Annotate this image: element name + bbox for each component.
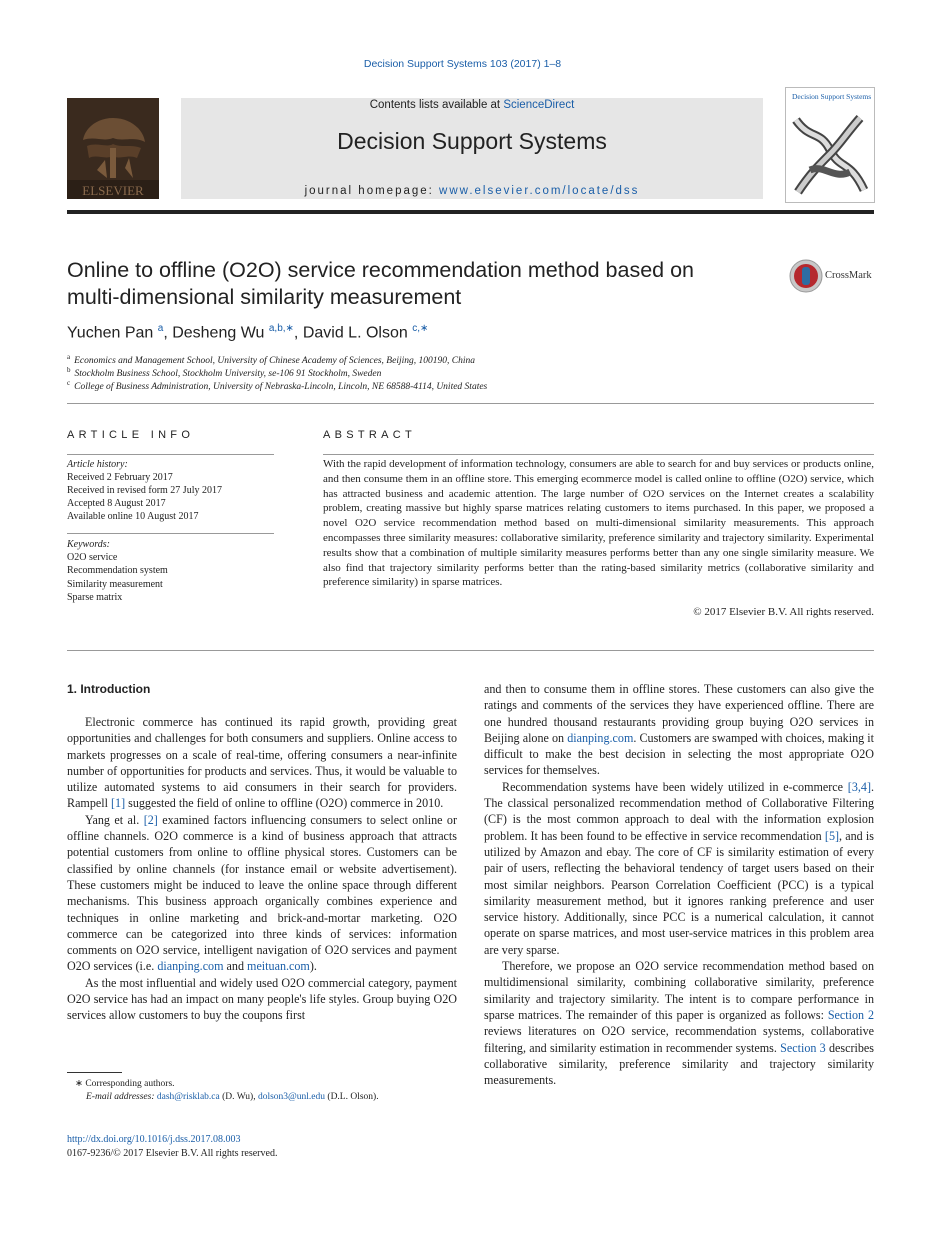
reference-link[interactable]: [2] (143, 812, 158, 827)
homepage-link[interactable]: www.elsevier.com/locate/dss (439, 185, 640, 197)
email-label: E-mail addresses: (86, 1092, 157, 1102)
author-affil-mark[interactable]: c,∗ (412, 323, 429, 334)
reference-link[interactable]: [1] (111, 796, 126, 811)
header-rule (67, 210, 874, 214)
reference-link[interactable]: [3,4] (847, 779, 871, 794)
homepage-prefix: journal homepage: (304, 185, 440, 197)
divider (67, 403, 874, 404)
body-paragraph: and then to consume them in offline stores. These customers can also give the ratings and comments of the services they have experienced offline. There are one hundred thousand restaurants providing group buying O2O services in Beijing alone on dianping.com. Customers are swamped with choices, making it difficult to make the best decision in selecting the most appropriate O2O services for themselves. (484, 682, 874, 778)
history-item: Received in revised form 27 July 2017 (67, 485, 222, 496)
affil-mark: c (67, 379, 71, 387)
section-link[interactable]: Section 3 (780, 1040, 826, 1055)
crossmark-icon (789, 259, 823, 293)
section-link[interactable]: Section 2 (827, 1007, 874, 1022)
reference-link[interactable]: [5] (824, 828, 840, 843)
cover-art-icon (790, 110, 870, 198)
paper-title (67, 257, 767, 311)
paper-title-line2: multi-dimensional similarity measurement (67, 285, 462, 309)
journal-citation[interactable]: Decision Support Systems 103 (2017) 1–8 (363, 58, 562, 70)
keyword: O2O service (67, 552, 118, 563)
affiliation (67, 366, 381, 379)
affil-mark: b (67, 366, 71, 374)
elsevier-logo (67, 98, 159, 199)
footnote-rule (67, 1072, 122, 1073)
corresponding-note: ∗ Corresponding authors. (75, 1079, 175, 1089)
email-line: E-mail addresses: dash@risklab.ca (D. Wu), dolson3@unl.edu (D.L. Olson). (86, 1092, 379, 1102)
author-name[interactable]: Desheng Wu (172, 324, 265, 342)
history-item: Received 2 February 2017 (67, 472, 173, 483)
body-paragraph: Yang et al. [2] examined factors influencing consumers to select online or offline channels. O2O commerce is a kind of business approach that attracts potential customers from online to offline physical stores. Customers can be classified by online channels (for instance email or website advertisement). These customers might be induced to leave the online space through different mechanisms. This business approach organically combines experience and techniques in online marketing and brick-and-mortar marketing. O2O commerce can be categorized into three kinds of services: information comments on O2O service, intelligent navigation of O2O services and payment O2O services (i.e. dianping.com and meituan.com). (67, 812, 457, 974)
history-label: Article history: (67, 459, 128, 470)
author-name[interactable]: David L. Olson (302, 324, 408, 342)
divider (67, 650, 874, 651)
journal-cover-thumbnail[interactable] (785, 87, 875, 203)
affil-mark: a (67, 353, 71, 361)
body-column-left (67, 714, 457, 1024)
elsevier-wordmark: ELSEVIER (82, 183, 144, 198)
section-heading: 1. Introduction (67, 682, 151, 696)
author-affil-mark[interactable]: a,b,∗ (268, 323, 294, 334)
affiliation (67, 353, 475, 366)
journal-homepage-line (181, 185, 763, 197)
article-info-heading: ARTICLE INFO (67, 429, 195, 441)
keyword: Recommendation system (67, 565, 168, 576)
sciencedirect-link[interactable]: ScienceDirect (503, 99, 575, 111)
divider (323, 454, 874, 455)
history-item: Available online 10 August 2017 (67, 511, 199, 522)
issn-line: 0167-9236/© 2017 Elsevier B.V. All rights reserved. (67, 1148, 278, 1159)
crossmark-label: CrossMark (825, 270, 872, 281)
web-link[interactable]: dianping.com (567, 730, 634, 745)
contents-line (181, 99, 763, 111)
affil-text: College of Business Administration, University of Nebraska-Lincoln, Lincoln, NE 68588-4114, United States (74, 382, 488, 393)
web-link[interactable]: dianping.com (157, 959, 224, 974)
body-paragraph: Therefore, we propose an O2O service recommendation method based on multidimensional similarity, combining collaborative similarity, preference similarity and trajectory similarity. The intent is to compare performance in sparse matrices. The remainder of this paper is organized as follows: Section 2 reviews literatures on O2O service, recommendation systems, collaborative filtering, and similarity estimation in recommender systems. Section 3 describes collaborative similarity, preference similarity and trajectory similarity measurements. (484, 959, 874, 1088)
abstract-heading: ABSTRACT (323, 429, 417, 441)
author-name[interactable]: Yuchen Pan (67, 324, 154, 342)
keyword: Similarity measurement (67, 579, 163, 590)
divider (67, 454, 274, 455)
cover-title: Decision Support Systems (792, 92, 872, 101)
paper-title-line1: Online to offline (O2O) service recommendation method based on (67, 258, 695, 282)
author-list: Yuchen Pan $^a$, Desheng Wu $^{a,b,∗}$, David L. Olson $^{c,∗}$ (67, 323, 429, 342)
journal-title: Decision Support Systems (337, 128, 607, 154)
body-paragraph: As the most influential and widely used O2O commercial category, payment O2O service has had an impact on many people's life styles. Group buying O2O services allow customers to buy the coupons first (67, 975, 457, 1023)
keywords-label: Keywords: (67, 539, 110, 550)
crossmark-badge[interactable] (789, 259, 879, 293)
body-paragraph: Electronic commerce has continued its rapid growth, providing great opportunities and challenges for both consumers and suppliers. Online access to markets progresses on a scale of real-time, offering consumers a near-infinite number of opportunities for products and services. Thus, it would be valuable to utilize automated systems to aid consumers in their search for providers. Rampell [1] suggested the field of online to offline (O2O) commerce in 2010. (67, 715, 457, 811)
divider (67, 533, 274, 534)
history-item: Accepted 8 August 2017 (67, 498, 166, 509)
keyword: Sparse matrix (67, 592, 123, 603)
author-affil-mark[interactable]: a (157, 323, 164, 334)
body-column-right (484, 681, 874, 1088)
contents-prefix: Contents lists available at (369, 99, 504, 111)
email-link[interactable]: dash@risklab.ca (156, 1092, 220, 1102)
web-link[interactable]: meituan.com (247, 959, 310, 974)
abstract-copyright: © 2017 Elsevier B.V. All rights reserved. (693, 606, 874, 618)
affil-text: Stockholm Business School, Stockholm University, se-106 91 Stockholm, Sweden (74, 369, 382, 380)
body-paragraph: Recommendation systems have been widely utilized in e-commerce [3,4]. The classical personalized recommendation method of Collaborative Filtering (CF) is the most common approach to deal with the information explosion problem. It has been found to be effective in service recommendation [5], and is utilized by Amazon and ebay. The core of CF is similarity estimation of every pair of users, reflecting the behavioral tendency of target users based on their most similar neighbors. Pearson Correlation Coefficient (PCC) is a typical similarity measurement method, but it ignores ranking preference and user service history. Additionally, since PCC is a numerical calculation, it cannot operate on sparse matrices, and most user-service matrices in this problem area are very sparse. (484, 779, 874, 957)
doi-link[interactable]: http://dx.doi.org/10.1016/j.dss.2017.08.003 (67, 1134, 241, 1145)
abstract-text: With the rapid development of information technology, consumers are able to search for and buy services or products online, and then consume them in an offline store. This emerging ecommerce model is called online to offline (O2O) service, which has attracted business and academic attention. The large number of O2O services on the Internet creates a scalability problem, creating massive but highly sparse matrices relating customers to items purchased. In this paper, we proposed a novel O2O service recommendation method based on multi-dimensional similarity measurements. This approach encompasses three similarity measures: collaborative similarity, preference similarity and trajectory similarity. Experimental results show that a combination of multiple similarity measures performs better than any one single similarity measure. We also find that trajectory similarity performs better than the rating-based similarity metrics (collaborative similarity and preference similarity) in sparse matrices. (323, 458, 874, 589)
affiliation (67, 379, 487, 392)
affil-text: Economics and Management School, University of Chinese Academy of Sciences, Beijing, 100190, China (74, 356, 475, 367)
email-link[interactable]: dolson3@unl.edu (257, 1092, 326, 1102)
